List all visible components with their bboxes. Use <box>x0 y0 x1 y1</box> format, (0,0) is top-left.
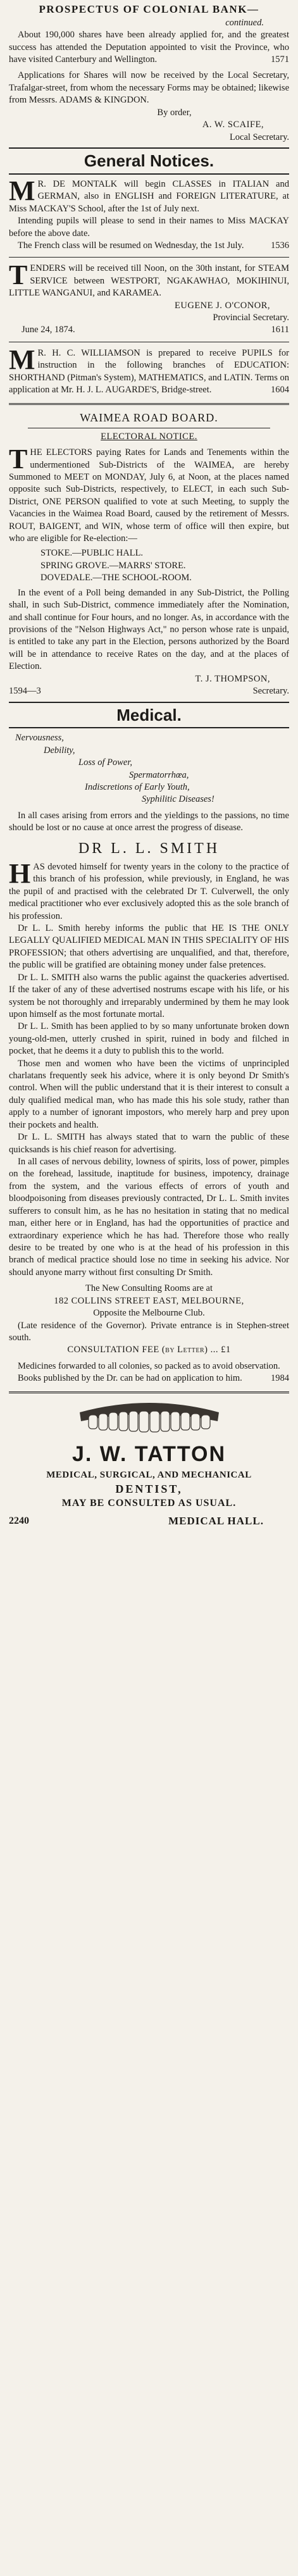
consultation-fee: CONSULTATION FEE (by Letter) ... £1 <box>67 1345 231 1355</box>
waimea-number: 1594—3 <box>9 686 41 697</box>
newspaper-page <box>0 3 298 1529</box>
dentist-name: J. W. TATTON <box>71 1441 227 1466</box>
tenders-date-row <box>9 324 289 336</box>
demontalk-paragraph-2: Intending pupils will please to send in their names to Miss MACKAY before the above date. <box>9 216 289 239</box>
medical-symptoms <box>9 732 289 806</box>
tenders-signatory: EUGENE J. O'CONOR, <box>175 300 270 311</box>
waimea-subtitle: ELECTORAL NOTICE. <box>101 431 197 442</box>
rooms-opposite: Opposite the Melbourne Club. <box>93 1308 205 1319</box>
williamson-notice <box>9 344 289 397</box>
dentist-line-3: MAY BE CONSULTED AS USUAL. <box>61 1498 237 1509</box>
dentist-place: MEDICAL HALL. <box>168 1514 264 1527</box>
tenders-paragraph: TENDERS will be received till Noon, on the 30th instant, for STEAM SERVICE between WESTPORT, NGAKAWHAO, MOKIHINUI, LITTLE WANGANUI, and KARAMEA. <box>9 259 289 299</box>
medicines-line: Medicines forwarded to all colonies, so packed as to avoid observation. <box>18 1360 280 1371</box>
tenders-role: Provincial Secretary. <box>213 313 289 323</box>
dentist-line-1: MEDICAL, SURGICAL, AND MECHANICAL <box>46 1470 252 1481</box>
dentures-illustration <box>9 1400 289 1438</box>
waimea-paragraph: THE ELECTORS paying Rates for Lands and Tenements within the undermentioned Sub-Districts of the WAIMEA, are hereby Summoned to MEET on MONDAY, July 6, at Noon, at the places named opposite such Sub-Districts, respectively, to ELECT, in each such Sub-District, ONE PERSON qualified to vote at such Meeting, to supply the Vacancies in the Waimea Road Board, caused by the retirement of Messrs. ROUT, BAIGENT, and WIN, whose term of office will then expire, but who are eligible for Re-election:— <box>9 444 289 544</box>
general-notices-header: General Notices. <box>9 147 289 175</box>
medical-notice <box>9 732 289 1384</box>
waimea-poll-paragraph: In the event of a Poll being demanded in any Sub-District, the Polling shall, in such Sub-District, commence immediately after the Nomination, and shall continue for Four hours, and no longer. As, in accordance with the provisions of the "Nelson Highways Act," no person whose rate is unpaid, is entitled to take any part in the Election, persons authorized by the Board will be in attendance to receive Rates on the day, and at the places of Election. <box>9 587 289 672</box>
dentist-number: 2240 <box>9 1515 29 1526</box>
medical-paragraph-1: HAS devoted himself for twenty years in the colony to the practice of this branch of his profession, while previously, in England, he was the pupil of and practised with the celebrated Dr T. Culverwell, the only medical practitioner who ever exclusively adopted this as the sole branch of his profession. <box>9 857 289 921</box>
dentist-line-2: DENTIST, <box>115 1483 183 1496</box>
bank-paragraph-1: About 190,000 shares have been already applied for, and the greatest success has attended the Deputation appointed to visit the Province, who have visited Canterbury and Wellington. 1571 <box>9 30 289 65</box>
medical-paragraph-3: Dr L. L. SMITH also warns the public against the quackeries advertised. If the taker of any of these advertised nostrums escape with his life, or his system be not thoroughly and irreparably undermined by them he may look upon himself as the most fortunate mortal. <box>9 972 289 1019</box>
doctor-name: DR L. L. SMITH <box>78 840 220 857</box>
tatton-notice <box>9 1400 289 1529</box>
waimea-title: WAIMEA ROAD BOARD. <box>80 411 218 424</box>
tenders-number: 1611 <box>271 325 289 335</box>
waimea-places <box>9 547 289 584</box>
symptom-line: Nervousness, <box>15 733 64 744</box>
demontalk-notice <box>9 175 289 252</box>
bank-paragraph-2: Applications for Shares will now be received by the Local Secretary, Trafalgar-street, from whom the necessary Forms may be obtained; likewise from Messrs. ADAMS & KINGDON. <box>9 70 289 106</box>
dentist-footer-row <box>9 1514 289 1529</box>
medical-intro: In all cases arising from errors and the yieldings to the passions, no time should be lost or no cause at once arrest the progress of disease. <box>9 810 289 833</box>
symptom-line: Debility, <box>44 745 75 756</box>
rooms-entrance: (Late residence of the Governor). Private entrance is in Stephen-street south. <box>9 1320 289 1343</box>
symptom-line: Syphilitic Diseases! <box>142 794 214 805</box>
medical-header: Medical. <box>9 702 289 729</box>
bank-signatory: A. W. SCAIFE, <box>202 120 264 130</box>
symptom-line: Spermatorrhœa, <box>129 769 189 780</box>
bank-continued: continued. <box>225 17 264 28</box>
medical-paragraph-6: Dr L. L. SMITH has always stated that to warn the public of these quicksands is his chief reason for advertising. <box>9 1132 289 1155</box>
tenders-date: June 24, 1874. <box>22 325 75 335</box>
books-line: Books published by the Dr. can be had on application to him. 1984 <box>18 1373 289 1384</box>
bank-title: PROSPECTUS OF COLONIAL BANK— <box>39 3 259 15</box>
bank-role: Local Secretary. <box>229 132 289 142</box>
waimea-role: Secretary. <box>252 686 289 697</box>
waimea-place: DOVEDALE.—THE SCHOOL-ROOM. <box>40 573 192 583</box>
colonial-bank-notice <box>9 3 289 144</box>
tenders-notice <box>9 259 289 337</box>
demontalk-paragraph-3: The French class will be resumed on Wednesday, the 1st July. 1536 <box>18 240 289 251</box>
waimea-signatory: T. J. THOMPSON, <box>195 673 270 684</box>
waimea-role-row <box>9 685 289 697</box>
rooms-address: 182 COLLINS STREET EAST, MELBOURNE, <box>54 1295 244 1306</box>
rooms-line: The New Consulting Rooms are at <box>85 1283 213 1294</box>
double-divider <box>9 1391 289 1393</box>
waimea-notice <box>9 410 289 698</box>
medical-paragraph-2: Dr L. L. Smith hereby informs the public that HE IS THE ONLY LEGALLY QUALIFIED MEDICAL MAN IN THIS SPECIALITY OF HIS PROFESSION; that others advertising are unqualified, and that, therefore, the public will be gratified are obtaining money under false pretences. <box>9 923 289 971</box>
symptom-line: Loss of Power, <box>78 757 133 768</box>
waimea-place: SPRING GROVE.—MARRS' STORE. <box>40 560 186 571</box>
medical-paragraph-7: In all cases of nervous debility, lowness of spirits, loss of power, pimples on the forehead, lassitude, inaptitude for business, impotency, drainage from the system, and the various effects of errors of youth and bloodpoisoning from diseases previously contracted, Dr L. L. Smith invites sufferers to consult him, as he has no hesitation in stating that no medical man, either here or in England, has had the opportunities of practice and extraordinary experience which he has had. Therefore those who really desire to be treated by one who is at the head of his profession in this branch of medical practice should lose no time in seeking his advice. Nor should anyone marry without first consulting Dr Smith. <box>9 1157 289 1278</box>
double-divider <box>9 403 289 405</box>
teeth-icon <box>73 1400 225 1438</box>
williamson-paragraph: M R. H. C. WILLIAMSON is prepared to receive PUPILS for instruction in the following branches of EDUCATION: SHORTHAND (Pitman's System), MATHEMATICS, and LATIN. Terms on application at Mr. H. J. L. AUGARDE'S, Bridge-street. 1604 <box>9 344 289 395</box>
waimea-place: STOKE.—PUBLIC HALL. <box>40 548 144 559</box>
medical-paragraph-4: Dr L. L. Smith has been applied to by so many unfortunate broken down young-old-men, utterly crushed in spirit, ruined in body and filched in pocket, that he deems it a duty to publish this to the world. <box>9 1021 289 1057</box>
demontalk-paragraph: M R. DE MONTALK will begin CLASSES in ITALIAN and GERMAN, also in ENGLISH and FOREIGN LITERATURE, at Miss MACKAY'S School, after the 1st of July next. <box>9 175 289 214</box>
symptom-line: Indiscretions of Early Youth, <box>85 782 190 793</box>
bank-order: By order, <box>157 107 192 118</box>
divider <box>9 257 289 258</box>
medical-paragraph-5: Those men and women who have been the victims of unprincipled charlatans frequently seek his advice, where it is only beyond Dr Smith's control. When will the public understand that it is their interest to consult a duly qualified medical man, who has made this his sole study, rather than apply to a number of ignorant impostors, who merely harp and prey upon their pockets and health. <box>9 1058 289 1130</box>
